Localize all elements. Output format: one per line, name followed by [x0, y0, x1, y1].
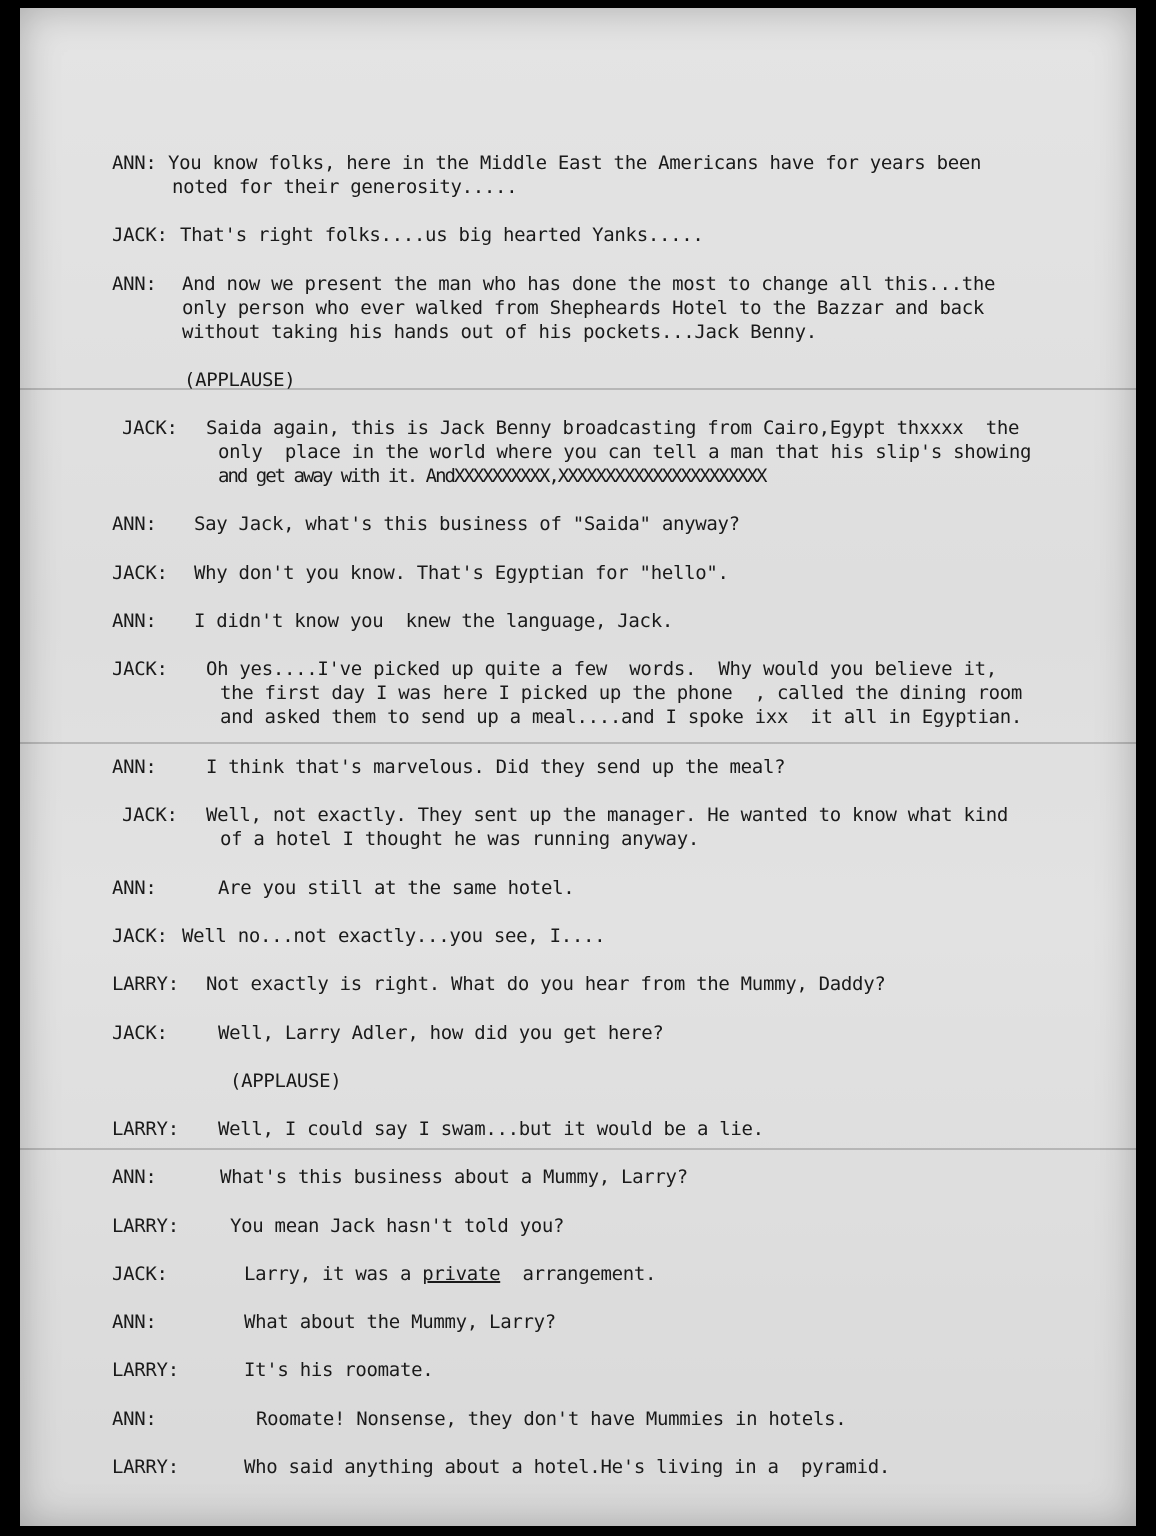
dialogue-text: Larry, it was a [244, 1263, 423, 1285]
dialogue-line: the first day I was here I picked up the phone , called the dining room [220, 682, 1023, 704]
stage-direction: (APPLAUSE) [184, 369, 296, 391]
dialogue-line: Why don't you know. That's Egyptian for "hello". [194, 562, 729, 584]
speaker-label: ANN: [112, 756, 157, 778]
speaker-label: JACK: [122, 804, 178, 826]
dialogue-line: noted for their generosity..... [172, 176, 518, 198]
speaker-label: LARRY: [112, 1456, 179, 1478]
speaker-label: JACK: [112, 1263, 168, 1285]
dialogue-line: What about the Mummy, Larry? [244, 1311, 556, 1333]
dialogue-line: only place in the world where you can tell a man that his slip's showing [218, 441, 1032, 463]
dialogue-line: It's his roomate. [244, 1359, 434, 1381]
speaker-label: JACK: [112, 562, 168, 584]
dialogue-line: I didn't know you knew the language, Jack. [194, 610, 673, 632]
speaker-label: JACK: [112, 1022, 168, 1044]
dialogue-line: What's this business about a Mummy, Larry? [220, 1166, 688, 1188]
speaker-label: ANN: [112, 273, 157, 295]
dialogue-line: Who said anything about a hotel.He's living in a pyramid. [244, 1456, 891, 1478]
speaker-label: ANN: [112, 513, 157, 535]
speaker-label: JACK: [122, 417, 178, 439]
dialogue-line: And now we present the man who has done the most to change all this...the [182, 273, 996, 295]
speaker-label: ANN: [112, 152, 157, 174]
dialogue-line: You mean Jack hasn't told you? [230, 1215, 565, 1237]
dialogue-line: Say Jack, what's this business of "Saida" anyway? [194, 513, 740, 535]
dialogue-line: Well no...not exactly...you see, I.... [182, 925, 606, 947]
speaker-label: ANN: [112, 1311, 157, 1333]
dialogue-line: Are you still at the same hotel. [218, 877, 575, 899]
dialogue-line: without taking his hands out of his pockets...Jack Benny. [182, 321, 817, 343]
dialogue-line [244, 1262, 656, 1286]
speaker-label: LARRY: [112, 973, 179, 995]
speaker-label: LARRY: [112, 1215, 179, 1237]
speaker-label: LARRY: [112, 1118, 179, 1140]
dialogue-line: Well, I could say I swam...but it would be a lie. [218, 1118, 764, 1140]
underlined-word: private [422, 1263, 501, 1285]
dialogue-line: Saida again, this is Jack Benny broadcasting from Cairo,Egypt thxxxx the [206, 417, 1020, 439]
speaker-label: JACK: [112, 658, 168, 680]
dialogue-line: only person who ever walked from Shepheards Hotel to the Bazzar and back [182, 297, 985, 319]
speaker-label: JACK: [112, 224, 168, 246]
dialogue-line: Well, Larry Adler, how did you get here? [218, 1022, 664, 1044]
speaker-label: ANN: [112, 1166, 157, 1188]
dialogue-line: Oh yes....I've picked up quite a few words. Why would you believe it, [206, 658, 997, 680]
dialogue-line: and asked them to send up a meal....and I spoke ixx it all in Egyptian. [220, 706, 1023, 728]
dialogue-line: You know folks, here in the Middle East the Americans have for years been [168, 152, 982, 174]
dialogue-line: Not exactly is right. What do you hear from the Mummy, Daddy? [206, 973, 886, 995]
speaker-label: JACK: [112, 925, 168, 947]
dialogue-line: Well, not exactly. They sent up the manager. He wanted to know what kind [206, 804, 1009, 826]
dialogue-line: I think that's marvelous. Did they send up the meal? [206, 756, 786, 778]
speaker-label: ANN: [112, 877, 157, 899]
dialogue-line: and get away with it. AndXXXXXXXXXX,XXXXXXXXXXXXXXXXXXXXXX [218, 465, 766, 487]
stage-direction: (APPLAUSE) [230, 1070, 342, 1092]
dialogue-line: of a hotel I thought he was running anyway. [220, 828, 699, 850]
dialogue-line: That's right folks....us big hearted Yanks..... [180, 224, 704, 246]
speaker-label: ANN: [112, 1408, 157, 1430]
speaker-label: LARRY: [112, 1359, 179, 1381]
dialogue-line: Roomate! Nonsense, they don't have Mummies in hotels. [256, 1408, 847, 1430]
speaker-label: ANN: [112, 610, 157, 632]
dialogue-text: arrangement. [500, 1263, 657, 1285]
